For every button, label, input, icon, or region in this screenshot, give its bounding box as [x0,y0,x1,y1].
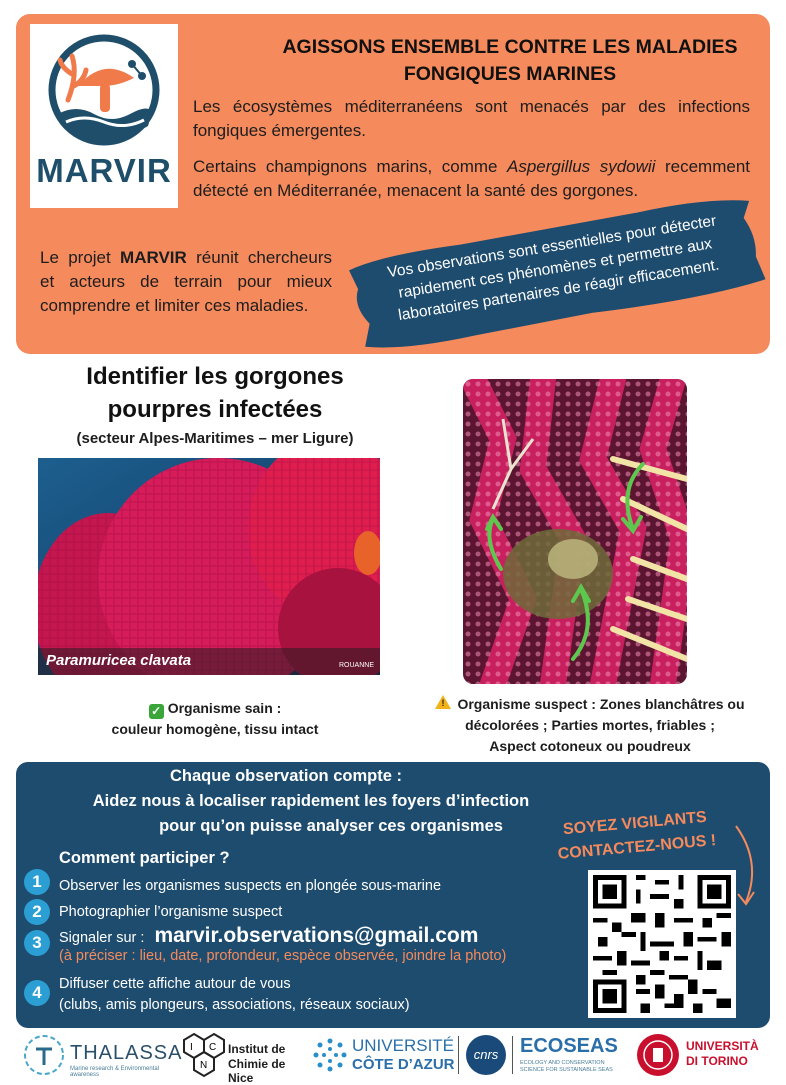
healthy-label: Organisme sain : [167,700,282,716]
uca-dots-icon [310,1035,350,1075]
intro-paragraph-3 [40,246,332,318]
identify-subtitle: (secteur Alpes-Maritimes – mer Ligure) [76,430,354,447]
identify-title-line-1: Identifier les gorgones [86,363,344,390]
ecoseas-logo [518,1030,628,1080]
observation-headline: Chaque observation compte : [170,767,402,785]
qr-code-icon [593,875,731,1013]
project-name: MARVIR [120,248,187,267]
thalassa-emblem-icon [22,1033,66,1077]
svg-text:C: C [209,1042,217,1053]
torino-line-2: DI TORINO [686,1054,748,1068]
healthy-description [60,698,370,740]
marvir-logo [30,24,178,208]
torino-logo [636,1030,776,1080]
healthy-desc: couleur homogène, tissu intact [111,721,319,737]
thalassa-logo [18,1030,183,1080]
step-1-badge: 1 [24,869,50,895]
step-3-badge: 3 [24,930,50,956]
warning-icon: ! [435,695,451,709]
healthy-gorgonian-photo [38,458,380,675]
how-to-participate-title: Comment participer ? [59,849,230,867]
step-2-text: Photographier l’organisme suspect [59,904,283,920]
check-icon: ✓ [149,704,164,719]
icn-hexagon-icon [182,1032,226,1078]
uca-logo [308,1030,458,1080]
banner-text: Vos observations sont essentielles pour détecter rapidement ces phénomènes et permettre aux laboratoires partenaires de réagir efficacement. [386,212,721,325]
photo-credit: ROUANNE [338,662,374,669]
intro-paragraph-1: Les écosystèmes méditerranéens sont menacés par des infections fongiques émergentes. [193,97,750,140]
thalassa-name: THALASSA [70,1042,183,1064]
logo-divider [512,1036,513,1074]
icn-line-2: Chimie de Nice [228,1057,286,1085]
help-headline: Aidez nous à localiser rapidement les foyers d’infection [92,792,530,810]
title-line-1: AGISSONS ENSEMBLE CONTRE LES MALADIES [282,36,738,58]
qr-code[interactable] [588,870,736,1018]
step-1-text: Observer les organismes suspects en plongée sous-marine [59,878,442,894]
step-2-badge: 2 [24,899,50,925]
svg-text:N: N [200,1060,208,1071]
suspect-line-1: Organisme suspect : Zones blanchâtres ou [457,696,745,712]
species-name: Aspergillus sydowii [507,157,656,176]
title-line-2: FONGIQUES MARINES [403,63,617,85]
logo-divider [458,1036,459,1074]
cnrs-logo [464,1030,508,1080]
torino-line-1: UNIVERSITÀ [686,1039,759,1053]
step-3-row [59,926,478,948]
intro-3-before: Le projet [40,248,121,267]
icn-line-1: Institut de [228,1042,286,1056]
step-4-text: Diffuser cette affiche autour de vous [59,976,291,992]
ecoseas-name: ECOSEAS [520,1035,618,1057]
icn-logo [180,1030,306,1085]
thalassa-tagline: Marine research & Environmental awareness [70,1066,160,1078]
intro-3-after: réunit chercheurs et acteurs de terrain pour mieux comprendre et limiter ces maladies. [40,248,332,315]
step-3-text: Signaler sur : [59,930,145,946]
analysis-headline: pour qu’on puisse analyser ces organismes [159,817,503,835]
logo-text: MARVIR [36,152,172,189]
cnrs-name: cnrs [473,1047,499,1062]
intro-2-before: Certains champignons marins, comme [193,157,508,176]
vigilant-callout [534,803,737,868]
suspect-gorgonian-photo [463,379,687,684]
vigilant-line-2: CONTACTEZ-NOUS ! [557,832,717,863]
ecoseas-tagline: ECOLOGY AND CONSERVATION SCIENCE FOR SUSTAINABLE SEAS [520,1060,613,1073]
page-title [240,34,780,88]
mushroom-coral-icon [48,34,160,146]
suspect-line-2: décolorées ; Parties mortes, friables ; [465,717,715,733]
vigilant-line-1: SOYEZ VIGILANTS [562,808,708,839]
suspect-coral-image [463,379,687,684]
suspect-description [410,694,770,757]
svg-text:I: I [190,1042,193,1053]
identify-title-line-2: pourpres infectées [107,396,323,423]
intro-paragraph-2 [193,155,750,203]
torino-seal-icon [636,1033,680,1077]
uca-line-2: CÔTE D’AZUR [352,1056,455,1073]
step-4-badge: 4 [24,980,50,1006]
suspect-line-3: Aspect cotoneux ou poudreux [489,738,691,754]
step-4-sub: (clubs, amis plongeurs, associations, réseaux sociaux) [59,997,410,1013]
uca-line-1: UNIVERSITÉ [352,1036,455,1055]
photo-caption: Paramuricea clavata [46,652,192,669]
partner-logos [0,1030,786,1085]
intro-2-after: recemment détecté en Méditerranée, menacent la santé des gorgones. [193,157,750,200]
contact-email-link[interactable]: marvir.observations@gmail.com [154,924,479,947]
healthy-coral-image [38,458,380,675]
report-details-hint: (à préciser : lieu, date, profondeur, espèce observée, joindre la photo) [59,948,507,964]
participation-panel [16,762,770,1028]
identify-title [40,360,390,426]
